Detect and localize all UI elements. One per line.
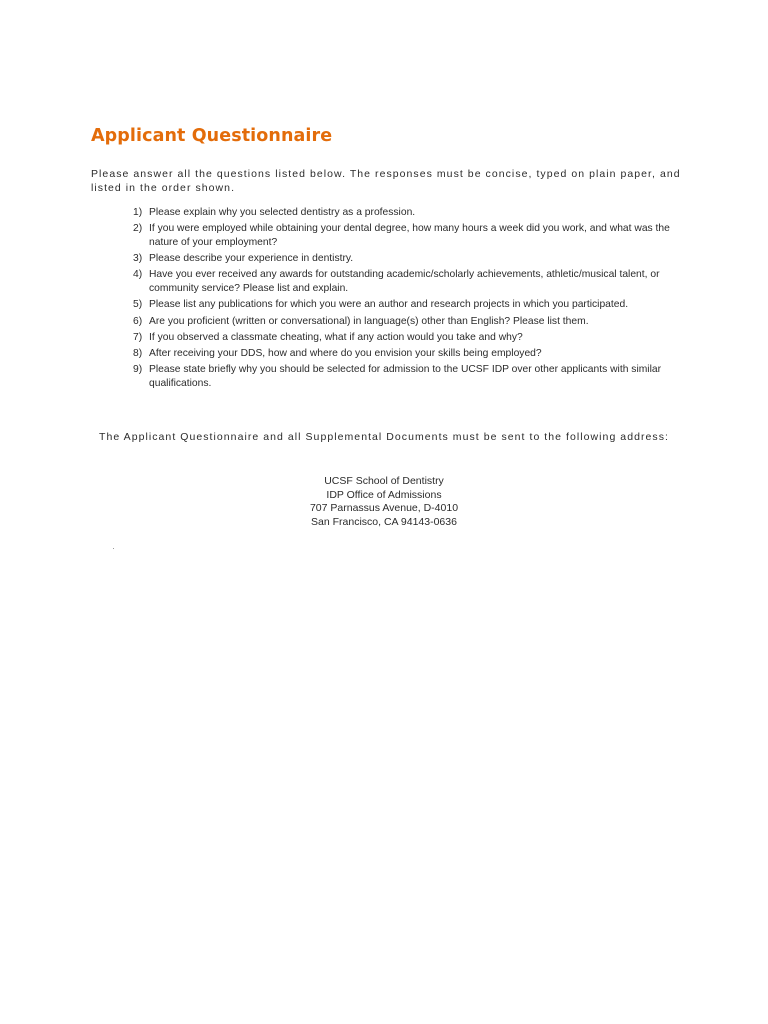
question-number: 4) [133,269,143,281]
questions-list [133,206,693,393]
question-number: 3) [133,253,143,265]
question-number: 1) [133,207,143,218]
address-line-school: UCSF School of Dentistry [324,475,444,487]
question-text: Please state briefly why you should be selected for admission to the UCSF IDP over other applicants with similar qualifications. [149,364,662,390]
question-item [133,252,693,266]
question-text: Have you ever received any awards for outstanding academic/scholarly achievements, athletic/musical talent, or community service? Please list and explain. [149,269,660,295]
question-item [133,298,693,312]
question-item [133,315,693,329]
mailing-address [184,475,584,529]
stray-mark [113,548,114,549]
address-line-city: San Francisco, CA 94143-0636 [311,515,457,528]
question-number: 5) [133,299,143,311]
question-text: Are you proficient (written or conversational) in language(s) other than English? Please list them. [149,315,589,327]
question-number: 6) [133,315,143,327]
mailing-notice: The Applicant Questionnaire and all Supplemental Documents must be sent to the following address: [99,431,669,443]
question-text: After receiving your DDS, how and where do you envision your skills being employed? [149,348,542,360]
question-text: Please explain why you selected dentistry as a profession. [149,207,416,218]
question-text: Please list any publications for which you were an author and research projects in which you participated. [149,299,629,311]
question-number: 2) [133,223,143,235]
question-item [133,363,693,390]
question-item [133,347,693,361]
address-line-office: IDP Office of Admissions [326,488,442,501]
question-item [133,268,693,295]
intro-paragraph: Please answer all the questions listed below. The responses must be concise, typed on plain paper, and listed in the order shown. [91,168,681,194]
question-text: Please describe your experience in dentistry. [149,253,354,265]
question-text: If you were employed while obtaining your dental degree, how many hours a week did you work, and what was the nature of your employment? [149,223,670,248]
question-number: 9) [133,364,143,376]
page-title: Applicant Questionnaire [91,126,333,146]
question-text: If you observed a classmate cheating, what if any action would you take and why? [149,331,523,343]
question-number: 8) [133,348,143,360]
question-item [133,206,693,220]
question-item [133,331,693,345]
address-line-street: 707 Parnassus Avenue, D-4010 [309,502,459,515]
question-item [133,222,693,249]
question-number: 7) [133,331,143,343]
